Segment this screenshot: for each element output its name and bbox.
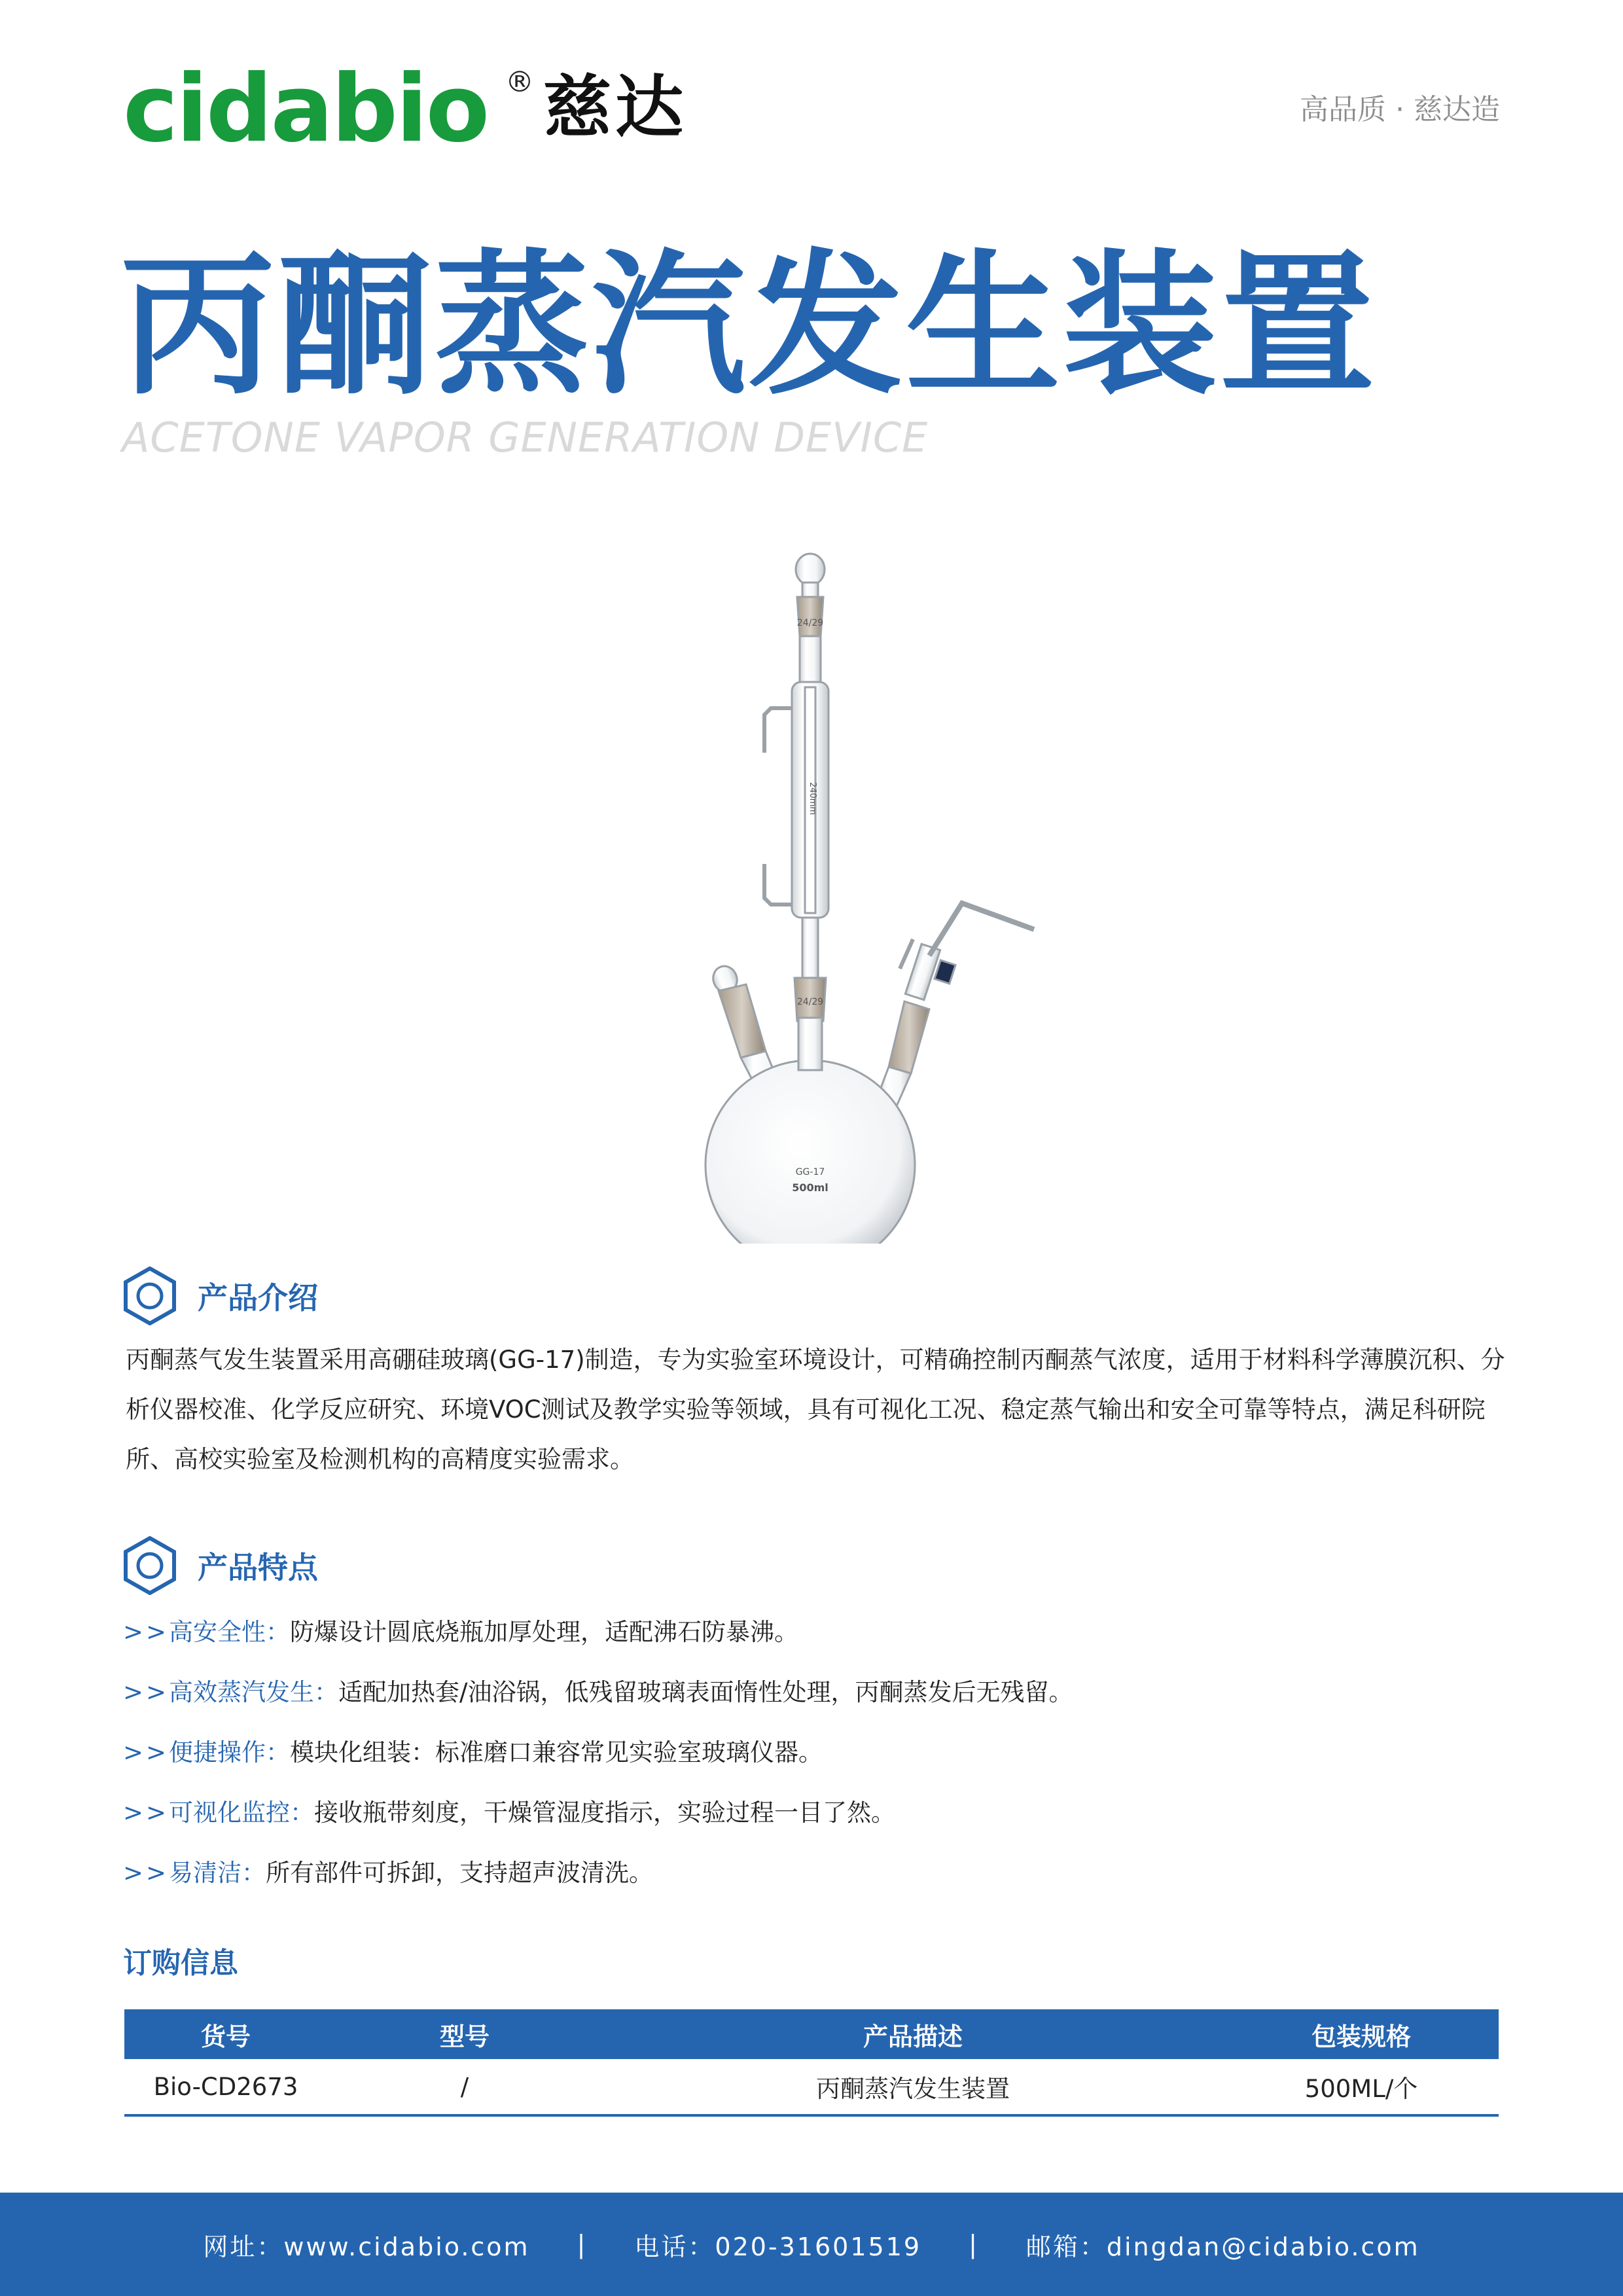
- feature-name: 可视化监控：: [169, 1799, 315, 1827]
- intro-paragraph: 丙酮蒸气发生装置采用高硼硅玻璃(GG-17)制造，专为实验室环境设计，可精确控制丙酮蒸气浓度，适用于材料科学薄膜沉积、分析仪器校准、化学反应研究、环境VOC测试及教学实验等领域，具有可视化工况、稳定蒸气输出和安全可靠等特点，满足科研院所、高校实验室及检测机构的高精度实验需求。: [126, 1346, 1505, 1473]
- feature-arrow: >>: [123, 1678, 169, 1706]
- feature-item: [123, 1843, 1073, 1903]
- feature-desc: 防爆设计圆底烧瓶加厚处理，适配沸石防暴沸。: [290, 1618, 799, 1646]
- flask-material-label: GG-17: [795, 1167, 825, 1177]
- hexagon-icon: [123, 1266, 177, 1325]
- registered-mark: ®: [505, 65, 534, 99]
- cell-sku: Bio-CD2673: [124, 2059, 327, 2115]
- feature-item: [123, 1723, 1073, 1783]
- features-heading-label: 产品特点: [198, 1550, 318, 1585]
- table-row: [124, 2059, 1499, 2115]
- footer-email[interactable]: 邮箱：dingdan@cidabio.com: [1026, 2232, 1420, 2261]
- cell-model: /: [327, 2059, 602, 2115]
- page-subtitle-english: ACETONE VAPOR GENERATION DEVICE: [122, 414, 929, 461]
- feature-arrow: >>: [123, 1738, 169, 1767]
- order-heading: 订购信息: [123, 1946, 238, 1980]
- column-header-packaging: 包装规格: [1224, 2009, 1499, 2059]
- footer-bar: [0, 2193, 1623, 2296]
- feature-name: 高安全性：: [169, 1618, 291, 1646]
- footer-phone[interactable]: 电话：020-31601519: [634, 2232, 922, 2261]
- features-heading: [123, 1536, 318, 1595]
- joint-label-top: 24/29: [796, 618, 824, 628]
- joint-label-center: 24/29: [796, 997, 824, 1007]
- hexagon-icon: [123, 1536, 177, 1595]
- footer-separator: |: [577, 2230, 588, 2259]
- page-title: 丙酮蒸汽发生装置: [120, 236, 1378, 416]
- feature-name: 便捷操作：: [169, 1738, 291, 1767]
- column-header-sku: 货号: [124, 2009, 327, 2059]
- glass-apparatus-illustration: [654, 537, 1073, 1244]
- intro-heading-label: 产品介绍: [198, 1280, 318, 1316]
- feature-item: [123, 1783, 1073, 1843]
- order-table: [124, 2009, 1499, 2117]
- feature-desc: 适配加热套/油浴锅，低残留玻璃表面惰性处理，丙酮蒸发后无残留。: [338, 1678, 1073, 1706]
- feature-list: [123, 1602, 1073, 1903]
- column-length-label: 240mm: [808, 781, 817, 816]
- feature-arrow: >>: [123, 1859, 169, 1887]
- footer-separator: |: [969, 2230, 979, 2259]
- tagline: 高品质 · 慈达造: [1300, 93, 1500, 126]
- feature-name: 易清洁：: [169, 1859, 266, 1887]
- feature-arrow: >>: [123, 1618, 169, 1646]
- feature-item: [123, 1602, 1073, 1662]
- logo-wordmark: cidabio: [123, 55, 488, 163]
- cell-packaging: 500ML/个: [1224, 2059, 1499, 2115]
- column-header-model: 型号: [327, 2009, 602, 2059]
- cell-description: 丙酮蒸汽发生装置: [602, 2059, 1224, 2115]
- column-header-description: 产品描述: [602, 2009, 1224, 2059]
- feature-desc: 所有部件可拆卸，支持超声波清洗。: [266, 1859, 654, 1887]
- flask-volume-label: 500ml: [792, 1181, 829, 1194]
- order-table-header: [124, 2009, 1499, 2059]
- feature-desc: 模块化组装：标准磨口兼容常见实验室玻璃仪器。: [290, 1738, 823, 1767]
- product-image: [654, 537, 1073, 1244]
- feature-arrow: >>: [123, 1799, 169, 1827]
- feature-name: 高效蒸汽发生：: [169, 1678, 339, 1706]
- feature-item: [123, 1662, 1073, 1723]
- intro-heading: [123, 1266, 318, 1325]
- logo-chinese: 慈达: [543, 67, 688, 147]
- feature-desc: 接收瓶带刻度，干燥管湿度指示，实验过程一目了然。: [314, 1799, 896, 1827]
- footer-website[interactable]: 网址：www.cidabio.com: [203, 2232, 530, 2261]
